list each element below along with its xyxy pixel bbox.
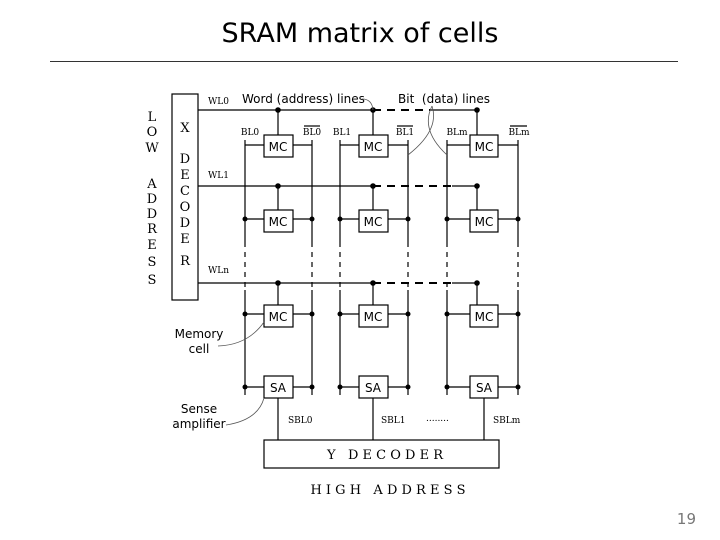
sense-amp-label: SA (269, 381, 287, 395)
sense-amp-callout-pointer (226, 398, 264, 425)
x-decoder-letter: E (180, 232, 190, 247)
memory-cell-label: MC (268, 310, 288, 324)
x-decoder-letter: C (180, 184, 190, 199)
bit-line-label: BL1 (395, 128, 415, 138)
bit-lines (243, 140, 521, 395)
svg-text:amplifier: amplifier (172, 417, 226, 431)
bit-line-label: BL1 (332, 128, 352, 138)
memory-cell-callout (175, 327, 224, 356)
bit-lines-callout-pointer (428, 106, 447, 155)
bit-line-label: BLm (508, 128, 530, 138)
bit-line-label: BLm (446, 128, 468, 138)
memory-cells (264, 135, 498, 327)
y-decoder-label: Y D E C O D E R (327, 448, 443, 463)
memory-cell-label: MC (363, 215, 383, 229)
sense-bit-ellipsis: ........ (426, 414, 449, 424)
memory-cell-label: MC (363, 140, 383, 154)
low-address-letter: S (147, 255, 157, 270)
high-address-label: H I G H A D D R E S S (310, 483, 466, 498)
memory-cell-label: MC (268, 215, 288, 229)
low-address-letter: A (147, 177, 157, 192)
bit-line-label: BL0 (240, 128, 260, 138)
x-decoder-letter: O (179, 200, 191, 215)
sense-amp-label: SA (475, 381, 493, 395)
bit-lines-callout: Bit (data) lines (398, 92, 491, 106)
sense-bit-line-label: SBL1 (381, 416, 406, 426)
page-number: 19 (676, 510, 696, 528)
sense-amp-label: SA (364, 381, 382, 395)
word-lines-callout: Word (address) lines (242, 92, 365, 106)
low-address-letter: E (147, 238, 157, 253)
bit-line-label: BL0 (302, 128, 322, 138)
low-address-letter: D (146, 192, 158, 207)
sense-bit-line-label: SBLm (493, 416, 521, 426)
low-address-letter: W (145, 141, 159, 156)
memory-cell-label: MC (474, 310, 494, 324)
svg-text:cell: cell (188, 342, 210, 356)
word-line-label: WL1 (208, 171, 229, 181)
x-decoder-letter: D (179, 152, 191, 167)
memory-cell-label: MC (474, 215, 494, 229)
svg-text:Sense: Sense (180, 402, 218, 416)
low-address-letter: D (146, 207, 158, 222)
x-decoder-letter: R (180, 254, 190, 269)
low-address-letter: R (147, 222, 157, 237)
word-line-label: WLn (208, 266, 230, 276)
memory-cell-callout-pointer (218, 322, 264, 346)
slide-title: SRAM matrix of cells (221, 18, 499, 49)
x-decoder-letter: X (180, 121, 190, 136)
x-decoder-letter: E (180, 168, 190, 183)
x-decoder-letter: D (179, 216, 191, 231)
low-address-letter: O (146, 125, 158, 140)
memory-cell-label: MC (363, 310, 383, 324)
low-address-letter: L (147, 110, 157, 125)
sense-amp-callout (172, 402, 225, 431)
low-address-label (145, 110, 159, 288)
word-line-label: WL0 (208, 97, 229, 107)
memory-cell-label: MC (268, 140, 288, 154)
memory-cell-label: MC (474, 140, 494, 154)
sense-bit-line-label: SBL0 (288, 416, 313, 426)
low-address-letter: S (147, 273, 157, 288)
svg-text:Memory: Memory (174, 327, 224, 341)
